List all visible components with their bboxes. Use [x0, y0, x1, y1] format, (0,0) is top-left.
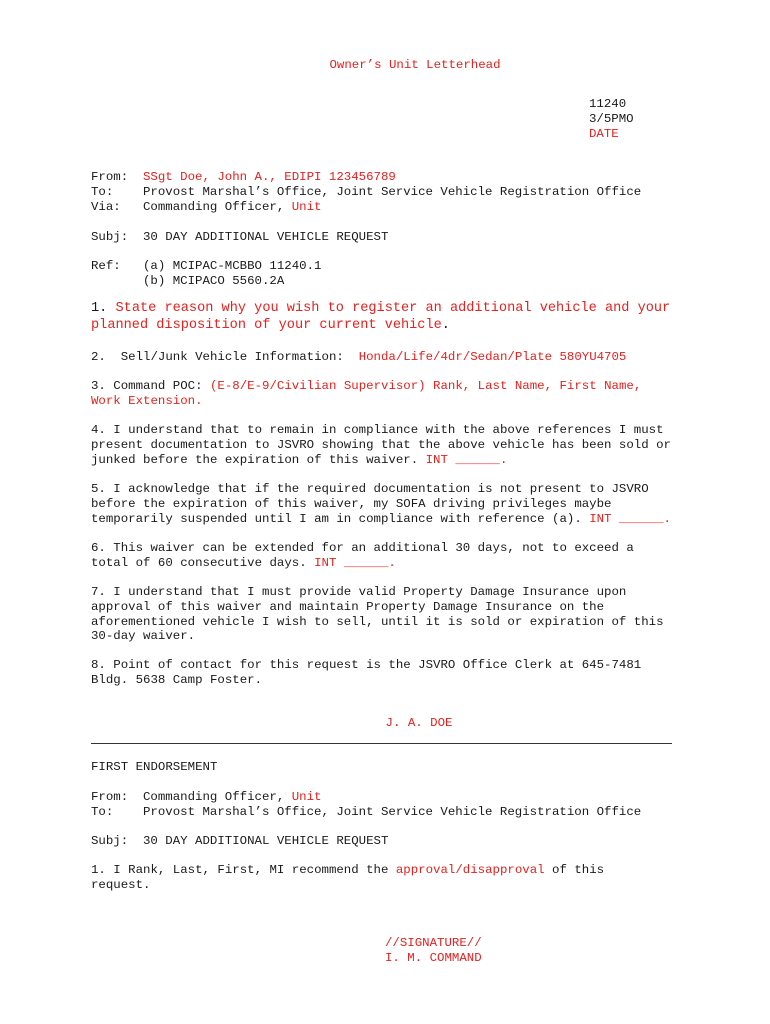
- ssic: 11240: [589, 97, 627, 111]
- via-prefix: Commanding Officer,: [143, 200, 292, 214]
- endorsement-divider: [91, 743, 672, 744]
- subject-line: [91, 230, 388, 245]
- e-from-prefix: Commanding Officer,: [143, 790, 292, 804]
- endorsement-title: FIRST ENDORSEMENT: [91, 760, 218, 774]
- p5-initials: INT ______.: [589, 511, 671, 526]
- endorsement-signer: I. M. COMMAND: [385, 951, 482, 965]
- p2-value: Honda/Life/4dr/Sedan/Plate 580YU4705: [358, 350, 627, 364]
- letterhead: Owner’s Unit Letterhead: [329, 58, 501, 72]
- paragraph-7: 7. I understand that I must provide valid Property Damage Insurance upon approval of this waiver and maintain Property Damage Insurance on the aforementioned vehicle I wish to sell, until it is sold or expiration of this 30-day waiver.: [91, 585, 664, 644]
- subj-value: 30 DAY ADDITIONAL VEHICLE REQUEST: [143, 230, 389, 244]
- signer-name: J. A. DOE: [385, 716, 453, 730]
- endorsement-to-line: [91, 805, 641, 820]
- to-label: To:: [91, 185, 114, 199]
- paragraph-6: [91, 541, 671, 571]
- p4-text: 4. I understand that to remain in compliance with the above references I must present documentation to JSVRO showing that the above vehicle has been sold or junked before the expiration of this waiver.: [91, 423, 671, 467]
- endorsement-paragraph-1: [91, 863, 631, 893]
- paragraph-5: [91, 482, 691, 526]
- ref-b: (b) MCIPACO 5560.2A: [143, 274, 285, 288]
- via-unit: Unit: [291, 200, 322, 214]
- from-label: From:: [91, 170, 129, 184]
- ref-label: Ref:: [91, 259, 121, 273]
- e1-suffix: of this request.: [91, 863, 605, 892]
- p3-value: (E-8/E-9/Civilian Supervisor) Rank, Last Name, First Name, Work Extension.: [91, 379, 642, 408]
- e1-prefix: 1. I Rank, Last, First, MI recommend the: [91, 863, 396, 877]
- e-from-unit: Unit: [291, 790, 322, 804]
- from-line: [91, 170, 396, 185]
- endorsement-signature: //SIGNATURE//: [385, 936, 482, 950]
- e-subj-value: 30 DAY ADDITIONAL VEHICLE REQUEST: [143, 834, 389, 848]
- p6-initials: INT ______.: [314, 555, 396, 570]
- subj-label: Subj:: [91, 230, 129, 244]
- paragraph-8: 8. Point of contact for this request is the JSVRO Office Clerk at 645-7481 Bldg. 5638 Camp Foster.: [91, 658, 642, 687]
- e-to-value: Provost Marshal’s Office, Joint Service Vehicle Registration Office: [143, 805, 642, 819]
- e-to-label: To:: [91, 805, 114, 819]
- ref-a: (a) MCIPAC-MCBBO 11240.1: [143, 259, 322, 273]
- p3-label: 3. Command POC:: [91, 379, 210, 393]
- e-from-label: From:: [91, 790, 129, 804]
- date: DATE: [589, 127, 619, 141]
- endorsement-from-line: [91, 790, 321, 805]
- via-label: Via:: [91, 200, 121, 214]
- e-subj-label: Subj:: [91, 834, 129, 848]
- to-line: [91, 185, 641, 200]
- from-value: SSgt Doe, John A., EDIPI 123456789: [143, 170, 396, 184]
- paragraph-3: [91, 379, 671, 409]
- p2-label: 2. Sell/Junk Vehicle Information:: [91, 350, 344, 364]
- paragraph-1: [91, 301, 671, 334]
- office-code: 3/5PMO: [589, 112, 634, 126]
- paragraph-2: [91, 350, 626, 365]
- p4-initials: INT ______.: [425, 452, 508, 467]
- to-value: Provost Marshal’s Office, Joint Service Vehicle Registration Office: [143, 185, 642, 199]
- p1-end: .: [441, 317, 450, 333]
- e1-choice: approval/disapproval: [395, 863, 545, 877]
- reference-line-a: [91, 259, 321, 274]
- p1-number: 1.: [91, 301, 108, 316]
- via-line: [91, 200, 321, 215]
- paragraph-4: [91, 423, 691, 467]
- p5-text: 5. I acknowledge that if the required documentation is not present to JSVRO before the expiration of this waiver, my SOFA driving privileges maybe temporarily suspended until I am in compliance with reference (a).: [91, 482, 649, 526]
- endorsement-subject-line: [91, 834, 388, 849]
- p6-text: 6. This waiver can be extended for an additional 30 days, not to exceed a total of 60 consecutive days.: [91, 541, 634, 570]
- p1-text: State reason why you wish to register an additional vehicle and your planned disposition of your current vehicle: [91, 301, 671, 333]
